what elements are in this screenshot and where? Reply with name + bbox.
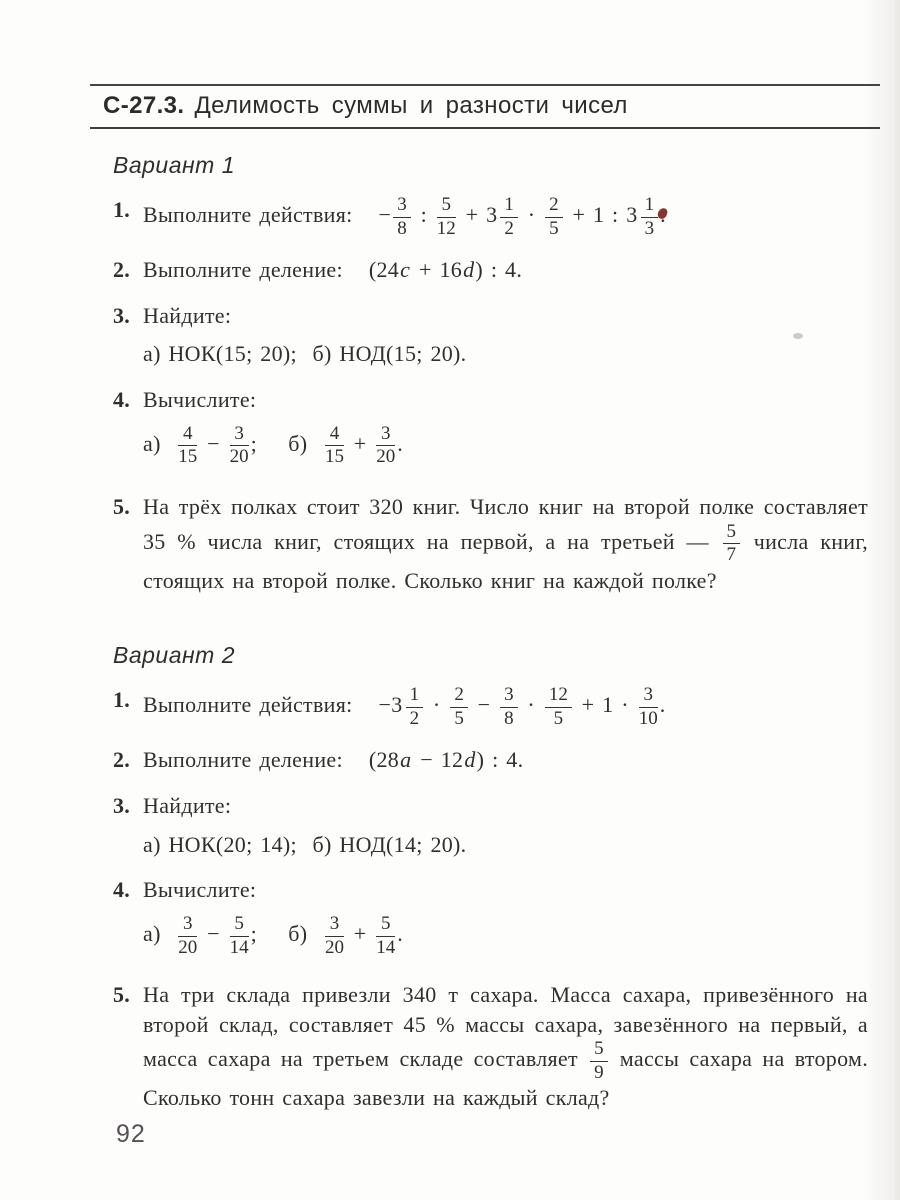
fraction-denominator: 5 — [454, 707, 464, 729]
fraction-denominator: 8 — [397, 217, 407, 239]
fraction-denominator: 14 — [376, 936, 396, 958]
fraction-denominator: 5 — [549, 217, 559, 239]
math-text: а) НОК(20; 14); б) НОД(14; 20). — [143, 831, 467, 857]
math-text: ) : 4. — [475, 257, 523, 283]
fraction-numerator: 3 — [393, 195, 411, 218]
math-text: + 16 — [411, 257, 463, 283]
fraction-denominator: 7 — [726, 544, 737, 566]
fraction-numerator: 12 — [545, 685, 572, 708]
v2-problem-3 — [90, 791, 868, 859]
fraction — [374, 424, 397, 468]
fraction — [435, 195, 458, 239]
word-problem-text — [143, 492, 868, 595]
fraction-numerator: 3 — [178, 914, 197, 937]
problem-number: 5. — [113, 982, 131, 1008]
fraction-denominator: 15 — [178, 446, 198, 468]
math-text: + 1 : — [564, 202, 627, 228]
fraction-numerator: 3 — [639, 685, 658, 708]
fraction — [374, 914, 397, 958]
problem-subitems — [143, 424, 868, 468]
fraction-numerator: 5 — [230, 914, 249, 937]
word-problem-text — [143, 980, 868, 1113]
v2-problem-1 — [90, 685, 868, 729]
math-text: . — [397, 921, 404, 947]
math-text: + 1 · — [573, 692, 637, 718]
variant-1-heading: Вариант 1 — [113, 152, 236, 178]
math-text: − — [378, 202, 392, 228]
math-text: а) НОК(15; 20); б) НОД(15; 20). — [143, 341, 467, 367]
fraction-numerator: 1 — [500, 195, 518, 218]
fraction-numerator: 3 — [500, 685, 518, 708]
fraction-numerator: 1 — [641, 195, 659, 218]
fraction-denominator: 14 — [229, 936, 249, 958]
fraction — [404, 685, 426, 729]
mixed-number-whole: 3 — [391, 692, 403, 718]
math-text: а) — [143, 430, 177, 456]
v2-problem-4 — [90, 875, 868, 958]
math-text: (28 — [368, 747, 400, 773]
math-text: − — [199, 921, 228, 947]
problem-subitems — [143, 914, 868, 958]
fraction-numerator: 3 — [325, 914, 344, 937]
fraction — [323, 424, 346, 468]
math-text: : — [412, 202, 435, 228]
math-text: ; б) — [250, 430, 323, 456]
fraction — [637, 685, 660, 729]
fraction-numerator: 5 — [590, 1039, 608, 1062]
math-text: ) : 4. — [476, 747, 524, 773]
problem-label: Найдите: — [143, 792, 232, 818]
math-variable: a — [400, 747, 412, 773]
mixed-number-whole: 3 — [486, 202, 498, 228]
section-header — [90, 84, 880, 129]
fraction-denominator: 10 — [638, 707, 658, 729]
fraction — [176, 424, 199, 468]
fraction — [448, 685, 470, 729]
v2-problem-2 — [90, 745, 868, 775]
problem-subitems — [143, 339, 868, 369]
math-text: массы сахара на втором. Сколько тонн сахара завезли на каждый склад? — [143, 1046, 868, 1111]
math-text: − — [469, 692, 499, 718]
problem-subitems — [143, 830, 868, 860]
math-variable: d — [464, 747, 476, 773]
v1-problem-2 — [90, 255, 868, 285]
problem-label: Вычислите: — [143, 877, 257, 903]
scan-speck-gray — [793, 333, 803, 339]
fraction-denominator: 8 — [504, 707, 514, 729]
problem-number: 2. — [113, 257, 131, 283]
v1-problem-5 — [90, 492, 868, 595]
math-text: ; б) — [250, 921, 323, 947]
v1-problem-4 — [90, 385, 868, 468]
fraction — [639, 195, 661, 239]
section-title: Делимость суммы и разности чисел — [194, 92, 628, 119]
math-text: а) — [143, 921, 177, 947]
math-text: · — [519, 202, 544, 228]
math-text: − 12 — [412, 747, 464, 773]
math-text: . — [397, 430, 404, 456]
fraction-denominator: 20 — [376, 446, 396, 468]
problem-label: Выполните действия: — [143, 692, 353, 718]
fraction — [391, 195, 413, 239]
fraction-denominator: 12 — [436, 217, 456, 239]
fraction-numerator: 5 — [437, 195, 456, 218]
math-expression — [378, 684, 666, 729]
fraction-numerator: 5 — [723, 522, 741, 545]
problem-label: Найдите: — [143, 302, 232, 328]
math-text: · — [519, 692, 543, 718]
problem-number: 3. — [113, 302, 131, 328]
fraction-denominator: 15 — [324, 446, 344, 468]
problem-number: 3. — [113, 792, 131, 818]
math-text: + — [345, 921, 375, 947]
fraction-denominator: 2 — [409, 707, 420, 729]
v2-problem-5 — [90, 980, 868, 1113]
math-text: + — [345, 430, 375, 456]
fraction-denominator: 5 — [553, 707, 564, 729]
math-text: числа книг, стоящих на второй полке. Сколько книг на каждой полке? — [143, 528, 868, 593]
problem-number: 4. — [113, 877, 131, 903]
math-text: · — [425, 692, 449, 718]
problem-number: 1. — [113, 197, 131, 222]
v1-problem-3 — [90, 301, 868, 369]
math-variable: d — [463, 257, 475, 283]
fraction — [543, 685, 574, 729]
math-expression — [369, 747, 524, 772]
fraction-numerator: 2 — [545, 195, 563, 218]
fraction-denominator: 20 — [324, 936, 344, 958]
math-variable: c — [400, 257, 411, 283]
fraction-denominator: 20 — [178, 936, 198, 958]
problem-label: Выполните деление: — [143, 257, 343, 283]
math-text: . — [659, 692, 666, 718]
variant-2-heading: Вариант 2 — [113, 642, 236, 669]
fraction-numerator: 3 — [230, 424, 249, 447]
problem-number: 2. — [113, 747, 131, 773]
fraction-numerator: 4 — [178, 424, 197, 447]
fraction-numerator: 4 — [325, 424, 344, 447]
fraction-numerator: 3 — [376, 424, 395, 447]
variant-2-problems — [90, 685, 868, 1113]
problem-label: Выполните деление: — [143, 747, 343, 773]
math-text: На трёх полках стоит 320 книг. Число книг на второй полке составляет 35 % числа книг, стоящих на первой, а на третьей — — [143, 493, 868, 554]
page-number: 92 — [116, 1120, 146, 1148]
math-text: На три склада привезли 340 т сахара. Масса сахара, привезённого на второй склад, составляет 45 % массы сахара, завезённого на первый, а масса сахара на третьем складе составляет — [143, 982, 868, 1072]
fraction-numerator: 5 — [376, 914, 395, 937]
math-text: (24 — [368, 257, 400, 283]
problem-number: 5. — [113, 493, 131, 519]
fraction — [498, 685, 520, 729]
fraction — [228, 914, 251, 958]
variant-1-problems — [90, 195, 868, 595]
fraction — [323, 914, 346, 958]
fraction-denominator: 9 — [594, 1061, 604, 1083]
problem-label: Выполните действия: — [143, 202, 353, 228]
math-text: − — [199, 430, 228, 456]
problem-number: 4. — [113, 387, 131, 413]
v1-problem-1 — [90, 195, 868, 239]
fraction-denominator: 2 — [504, 217, 514, 239]
section-code: С-27.3. — [103, 92, 185, 119]
fraction — [176, 914, 199, 958]
fraction-denominator: 3 — [644, 217, 655, 239]
math-expression — [369, 257, 522, 282]
math-expression — [378, 194, 666, 239]
fraction — [721, 522, 743, 566]
fraction-denominator: 20 — [229, 446, 249, 468]
fraction-numerator: 1 — [406, 685, 424, 708]
mixed-number-whole: 3 — [626, 202, 638, 228]
fraction — [498, 195, 520, 239]
fraction — [543, 195, 565, 239]
problem-label: Вычислите: — [143, 387, 257, 413]
math-text: − — [378, 692, 392, 718]
fraction — [228, 424, 251, 468]
problem-number: 1. — [113, 687, 131, 713]
fraction — [588, 1039, 610, 1083]
math-text: + — [457, 202, 487, 228]
fraction-numerator: 2 — [450, 685, 468, 708]
